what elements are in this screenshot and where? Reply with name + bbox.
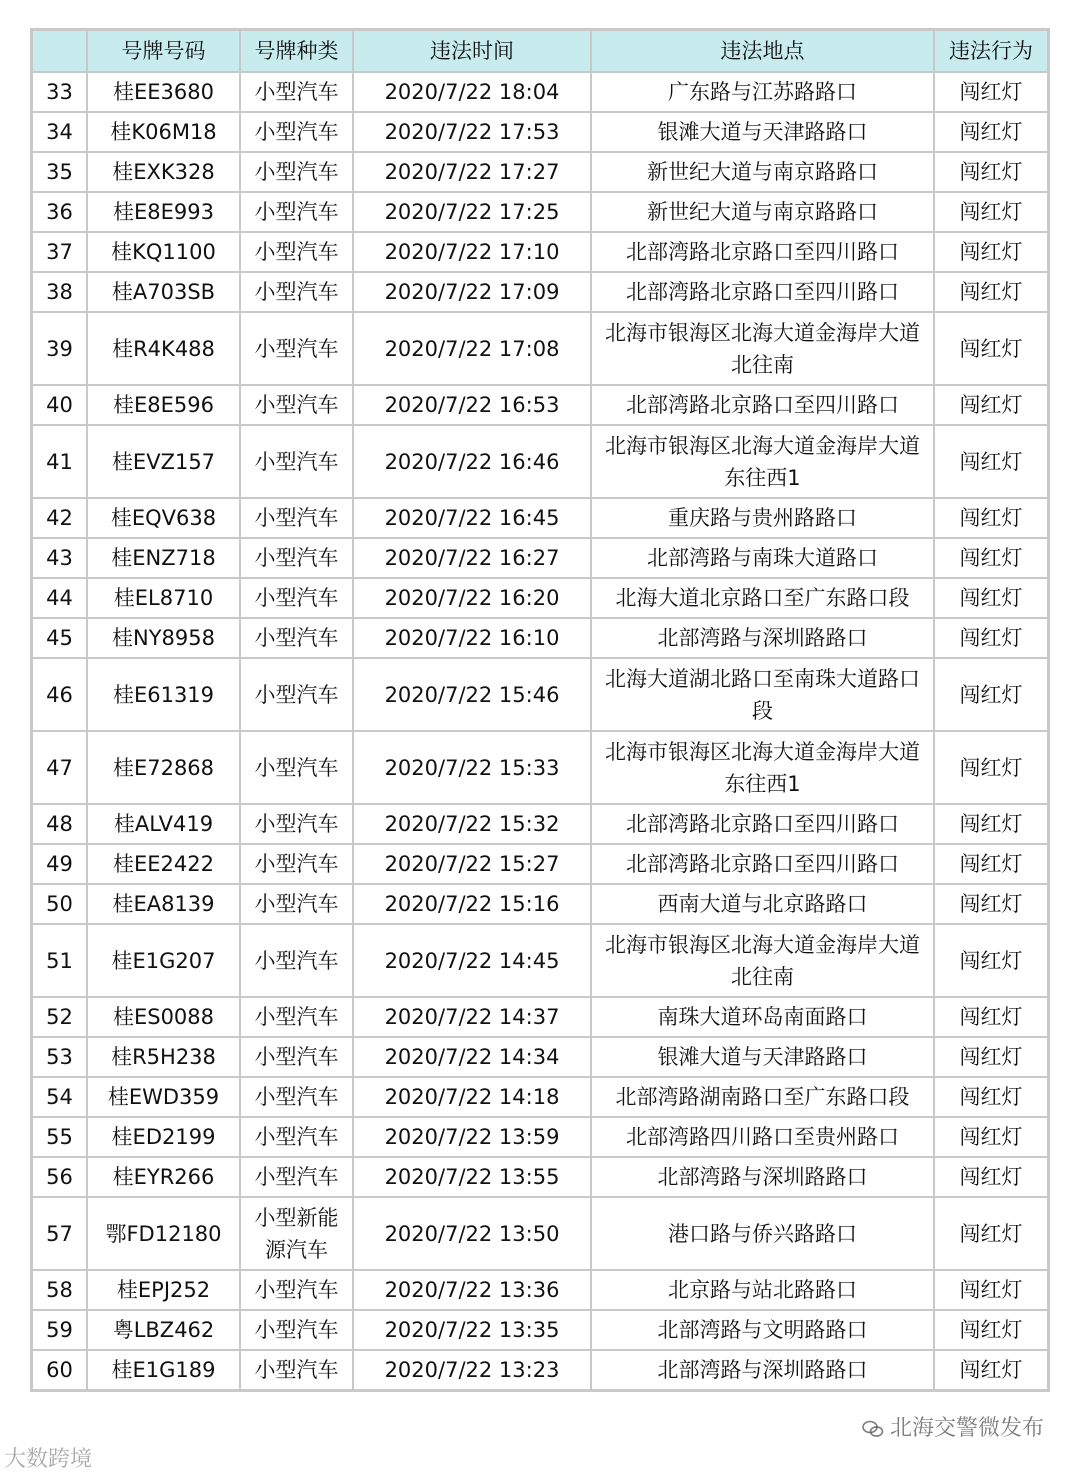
plate-type-cell: 小型汽车 xyxy=(240,385,353,425)
plate-number-cell: 桂EVZ157 xyxy=(87,425,240,498)
violation-act-cell: 闯红灯 xyxy=(934,1117,1048,1157)
violation-place-cell: 北部湾路湖南路口至广东路口段 xyxy=(591,1077,934,1117)
plate-number-cell: 桂EWD359 xyxy=(87,1077,240,1117)
violation-place-cell: 北部湾路北京路口至四川路口 xyxy=(591,385,934,425)
table-row xyxy=(32,1077,1048,1117)
violation-place-cell: 北海市银海区北海大道金海岸大道东往西1 xyxy=(591,425,934,498)
table-row xyxy=(32,385,1048,425)
violation-act-cell: 闯红灯 xyxy=(934,804,1048,844)
table-body xyxy=(32,72,1048,1390)
header-plate-number: 号牌号码 xyxy=(87,30,240,72)
violation-act-cell: 闯红灯 xyxy=(934,538,1048,578)
header-plate-type: 号牌种类 xyxy=(240,30,353,72)
row-index: 51 xyxy=(32,924,87,997)
plate-type-cell: 小型汽车 xyxy=(240,804,353,844)
plate-type-cell: 小型汽车 xyxy=(240,1310,353,1350)
row-index: 57 xyxy=(32,1197,87,1270)
violation-time-cell: 2020/7/22 13:35 xyxy=(353,1310,591,1350)
violation-place-cell: 北部湾路与文明路路口 xyxy=(591,1310,934,1350)
row-index: 46 xyxy=(32,658,87,731)
plate-number-cell: 桂E72868 xyxy=(87,731,240,804)
violation-place-cell: 北部湾路与深圳路路口 xyxy=(591,1350,934,1390)
row-index: 53 xyxy=(32,1037,87,1077)
row-index: 37 xyxy=(32,232,87,272)
plate-number-cell: 粤LBZ462 xyxy=(87,1310,240,1350)
table-row xyxy=(32,844,1048,884)
violation-place-cell: 北部湾路北京路口至四川路口 xyxy=(591,232,934,272)
table-row xyxy=(32,498,1048,538)
plate-type-cell: 小型汽车 xyxy=(240,72,353,112)
plate-type-cell: 小型汽车 xyxy=(240,425,353,498)
violation-time-cell: 2020/7/22 13:50 xyxy=(353,1197,591,1270)
plate-type-cell: 小型汽车 xyxy=(240,112,353,152)
violation-time-cell: 2020/7/22 13:23 xyxy=(353,1350,591,1390)
plate-number-cell: 桂EE2422 xyxy=(87,844,240,884)
row-index: 55 xyxy=(32,1117,87,1157)
violation-place-cell: 港口路与侨兴路路口 xyxy=(591,1197,934,1270)
violation-time-cell: 2020/7/22 17:27 xyxy=(353,152,591,192)
violation-place-cell: 北部湾路四川路口至贵州路口 xyxy=(591,1117,934,1157)
violation-time-cell: 2020/7/22 16:27 xyxy=(353,538,591,578)
brand-text: 大数跨境 xyxy=(4,1447,93,1472)
plate-type-cell: 小型汽车 xyxy=(240,578,353,618)
violation-time-cell: 2020/7/22 16:53 xyxy=(353,385,591,425)
violation-table xyxy=(30,28,1050,1392)
violation-time-cell: 2020/7/22 15:27 xyxy=(353,844,591,884)
violation-time-cell: 2020/7/22 14:34 xyxy=(353,1037,591,1077)
table-row xyxy=(32,272,1048,312)
violation-act-cell: 闯红灯 xyxy=(934,658,1048,731)
violation-time-cell: 2020/7/22 15:16 xyxy=(353,884,591,924)
table-row xyxy=(32,232,1048,272)
plate-number-cell: 桂ALV419 xyxy=(87,804,240,844)
plate-number-cell: 桂R4K488 xyxy=(87,312,240,385)
plate-type-cell: 小型汽车 xyxy=(240,658,353,731)
violation-act-cell: 闯红灯 xyxy=(934,731,1048,804)
plate-type-cell: 小型汽车 xyxy=(240,312,353,385)
plate-type-cell: 小型汽车 xyxy=(240,1037,353,1077)
violation-time-cell: 2020/7/22 14:37 xyxy=(353,997,591,1037)
table-row xyxy=(32,1157,1048,1197)
plate-number-cell: 桂R5H238 xyxy=(87,1037,240,1077)
violation-act-cell: 闯红灯 xyxy=(934,1350,1048,1390)
violation-time-cell: 2020/7/22 16:45 xyxy=(353,498,591,538)
violation-act-cell: 闯红灯 xyxy=(934,884,1048,924)
table-row xyxy=(32,1197,1048,1270)
table-row xyxy=(32,192,1048,232)
plate-type-cell: 小型汽车 xyxy=(240,1077,353,1117)
plate-type-cell: 小型汽车 xyxy=(240,498,353,538)
violation-place-cell: 北部湾路与深圳路路口 xyxy=(591,1157,934,1197)
violation-place-cell: 银滩大道与天津路路口 xyxy=(591,1037,934,1077)
violation-time-cell: 2020/7/22 17:08 xyxy=(353,312,591,385)
plate-number-cell: 桂EL8710 xyxy=(87,578,240,618)
violation-act-cell: 闯红灯 xyxy=(934,272,1048,312)
plate-type-cell: 小型汽车 xyxy=(240,884,353,924)
violation-act-cell: 闯红灯 xyxy=(934,924,1048,997)
plate-number-cell: 桂EQV638 xyxy=(87,498,240,538)
header-violation-place: 违法地点 xyxy=(591,30,934,72)
violation-time-cell: 2020/7/22 13:36 xyxy=(353,1270,591,1310)
violation-table-container xyxy=(30,28,1046,1392)
table-row xyxy=(32,425,1048,498)
wechat-icon xyxy=(862,1420,884,1438)
row-index: 56 xyxy=(32,1157,87,1197)
row-index: 52 xyxy=(32,997,87,1037)
violation-place-cell: 北部湾路与深圳路路口 xyxy=(591,618,934,658)
violation-place-cell: 北部湾路北京路口至四川路口 xyxy=(591,804,934,844)
row-index: 60 xyxy=(32,1350,87,1390)
violation-time-cell: 2020/7/22 13:55 xyxy=(353,1157,591,1197)
violation-act-cell: 闯红灯 xyxy=(934,152,1048,192)
violation-place-cell: 北海大道湖北路口至南珠大道路口段 xyxy=(591,658,934,731)
table-row xyxy=(32,1037,1048,1077)
table-header-row xyxy=(32,30,1048,72)
watermark-text: 北海交警微发布 xyxy=(889,1416,1044,1441)
table-row xyxy=(32,804,1048,844)
violation-act-cell: 闯红灯 xyxy=(934,112,1048,152)
row-index: 44 xyxy=(32,578,87,618)
violation-place-cell: 南珠大道环岛南面路口 xyxy=(591,997,934,1037)
plate-number-cell: 桂E8E596 xyxy=(87,385,240,425)
violation-time-cell: 2020/7/22 18:04 xyxy=(353,72,591,112)
violation-act-cell: 闯红灯 xyxy=(934,385,1048,425)
header-violation-act: 违法行为 xyxy=(934,30,1048,72)
row-index: 40 xyxy=(32,385,87,425)
violation-place-cell: 北部湾路北京路口至四川路口 xyxy=(591,272,934,312)
violation-place-cell: 北海市银海区北海大道金海岸大道东往西1 xyxy=(591,731,934,804)
violation-place-cell: 重庆路与贵州路路口 xyxy=(591,498,934,538)
violation-time-cell: 2020/7/22 14:18 xyxy=(353,1077,591,1117)
plate-type-cell: 小型汽车 xyxy=(240,538,353,578)
violation-time-cell: 2020/7/22 17:25 xyxy=(353,192,591,232)
row-index: 59 xyxy=(32,1310,87,1350)
violation-act-cell: 闯红灯 xyxy=(934,312,1048,385)
table-row xyxy=(32,1310,1048,1350)
violation-place-cell: 新世纪大道与南京路路口 xyxy=(591,192,934,232)
row-index: 34 xyxy=(32,112,87,152)
row-index: 33 xyxy=(32,72,87,112)
table-row xyxy=(32,884,1048,924)
violation-time-cell: 2020/7/22 13:59 xyxy=(353,1117,591,1157)
violation-time-cell: 2020/7/22 16:46 xyxy=(353,425,591,498)
plate-number-cell: 桂EYR266 xyxy=(87,1157,240,1197)
violation-place-cell: 北部湾路与南珠大道路口 xyxy=(591,538,934,578)
violation-time-cell: 2020/7/22 17:10 xyxy=(353,232,591,272)
row-index: 54 xyxy=(32,1077,87,1117)
row-index: 50 xyxy=(32,884,87,924)
plate-type-cell: 小型汽车 xyxy=(240,1157,353,1197)
violation-time-cell: 2020/7/22 14:45 xyxy=(353,924,591,997)
plate-number-cell: 桂EA8139 xyxy=(87,884,240,924)
plate-number-cell: 桂ES0088 xyxy=(87,997,240,1037)
table-row xyxy=(32,578,1048,618)
row-index: 43 xyxy=(32,538,87,578)
plate-number-cell: 桂A703SB xyxy=(87,272,240,312)
plate-number-cell: 桂E61319 xyxy=(87,658,240,731)
violation-act-cell: 闯红灯 xyxy=(934,232,1048,272)
violation-place-cell: 银滩大道与天津路路口 xyxy=(591,112,934,152)
plate-type-cell: 小型汽车 xyxy=(240,731,353,804)
row-index: 38 xyxy=(32,272,87,312)
violation-place-cell: 北部湾路北京路口至四川路口 xyxy=(591,844,934,884)
plate-type-cell: 小型汽车 xyxy=(240,232,353,272)
plate-number-cell: 桂EXK328 xyxy=(87,152,240,192)
violation-place-cell: 广东路与江苏路路口 xyxy=(591,72,934,112)
row-index: 39 xyxy=(32,312,87,385)
violation-place-cell: 北海市银海区北海大道金海岸大道北往南 xyxy=(591,312,934,385)
violation-act-cell: 闯红灯 xyxy=(934,618,1048,658)
row-index: 36 xyxy=(32,192,87,232)
table-row xyxy=(32,618,1048,658)
violation-time-cell: 2020/7/22 17:53 xyxy=(353,112,591,152)
table-row xyxy=(32,112,1048,152)
plate-number-cell: 桂K06M18 xyxy=(87,112,240,152)
plate-type-cell: 小型汽车 xyxy=(240,152,353,192)
plate-type-cell: 小型汽车 xyxy=(240,844,353,884)
plate-type-cell: 小型汽车 xyxy=(240,272,353,312)
violation-place-cell: 新世纪大道与南京路路口 xyxy=(591,152,934,192)
table-row xyxy=(32,1350,1048,1390)
table-row xyxy=(32,924,1048,997)
table-row xyxy=(32,1270,1048,1310)
plate-number-cell: 桂E1G207 xyxy=(87,924,240,997)
plate-type-cell: 小型汽车 xyxy=(240,1270,353,1310)
violation-act-cell: 闯红灯 xyxy=(934,997,1048,1037)
violation-act-cell: 闯红灯 xyxy=(934,1157,1048,1197)
row-index: 48 xyxy=(32,804,87,844)
table-row xyxy=(32,538,1048,578)
violation-act-cell: 闯红灯 xyxy=(934,1197,1048,1270)
header-index xyxy=(32,30,87,72)
violation-time-cell: 2020/7/22 15:46 xyxy=(353,658,591,731)
plate-number-cell: 桂E1G189 xyxy=(87,1350,240,1390)
violation-act-cell: 闯红灯 xyxy=(934,1077,1048,1117)
plate-type-cell: 小型汽车 xyxy=(240,997,353,1037)
plate-type-cell: 小型汽车 xyxy=(240,618,353,658)
plate-type-cell: 小型新能源汽车 xyxy=(240,1197,353,1270)
plate-type-cell: 小型汽车 xyxy=(240,1117,353,1157)
plate-number-cell: 桂ENZ718 xyxy=(87,538,240,578)
plate-number-cell: 桂NY8958 xyxy=(87,618,240,658)
row-index: 49 xyxy=(32,844,87,884)
plate-number-cell: 鄂FD12180 xyxy=(87,1197,240,1270)
table-row xyxy=(32,731,1048,804)
violation-time-cell: 2020/7/22 16:20 xyxy=(353,578,591,618)
violation-time-cell: 2020/7/22 17:09 xyxy=(353,272,591,312)
row-index: 58 xyxy=(32,1270,87,1310)
plate-type-cell: 小型汽车 xyxy=(240,1350,353,1390)
table-row xyxy=(32,72,1048,112)
plate-number-cell: 桂EPJ252 xyxy=(87,1270,240,1310)
plate-type-cell: 小型汽车 xyxy=(240,924,353,997)
violation-act-cell: 闯红灯 xyxy=(934,425,1048,498)
violation-time-cell: 2020/7/22 15:33 xyxy=(353,731,591,804)
row-index: 35 xyxy=(32,152,87,192)
header-violation-time: 违法时间 xyxy=(353,30,591,72)
table-row xyxy=(32,997,1048,1037)
plate-number-cell: 桂KQ1100 xyxy=(87,232,240,272)
table-row xyxy=(32,152,1048,192)
violation-act-cell: 闯红灯 xyxy=(934,844,1048,884)
table-row xyxy=(32,658,1048,731)
violation-time-cell: 2020/7/22 16:10 xyxy=(353,618,591,658)
violation-place-cell: 西南大道与北京路路口 xyxy=(591,884,934,924)
violation-act-cell: 闯红灯 xyxy=(934,1310,1048,1350)
violation-place-cell: 北海大道北京路口至广东路口段 xyxy=(591,578,934,618)
watermark xyxy=(862,1411,1044,1442)
violation-place-cell: 北海市银海区北海大道金海岸大道北往南 xyxy=(591,924,934,997)
violation-act-cell: 闯红灯 xyxy=(934,1270,1048,1310)
row-index: 42 xyxy=(32,498,87,538)
violation-act-cell: 闯红灯 xyxy=(934,578,1048,618)
violation-act-cell: 闯红灯 xyxy=(934,72,1048,112)
violation-place-cell: 北京路与站北路路口 xyxy=(591,1270,934,1310)
plate-number-cell: 桂ED2199 xyxy=(87,1117,240,1157)
violation-time-cell: 2020/7/22 15:32 xyxy=(353,804,591,844)
plate-type-cell: 小型汽车 xyxy=(240,192,353,232)
table-row xyxy=(32,312,1048,385)
row-index: 47 xyxy=(32,731,87,804)
table-row xyxy=(32,1117,1048,1157)
row-index: 41 xyxy=(32,425,87,498)
violation-act-cell: 闯红灯 xyxy=(934,1037,1048,1077)
row-index: 45 xyxy=(32,618,87,658)
plate-number-cell: 桂E8E993 xyxy=(87,192,240,232)
brand-watermark xyxy=(4,1442,92,1473)
violation-act-cell: 闯红灯 xyxy=(934,498,1048,538)
plate-number-cell: 桂EE3680 xyxy=(87,72,240,112)
violation-act-cell: 闯红灯 xyxy=(934,192,1048,232)
